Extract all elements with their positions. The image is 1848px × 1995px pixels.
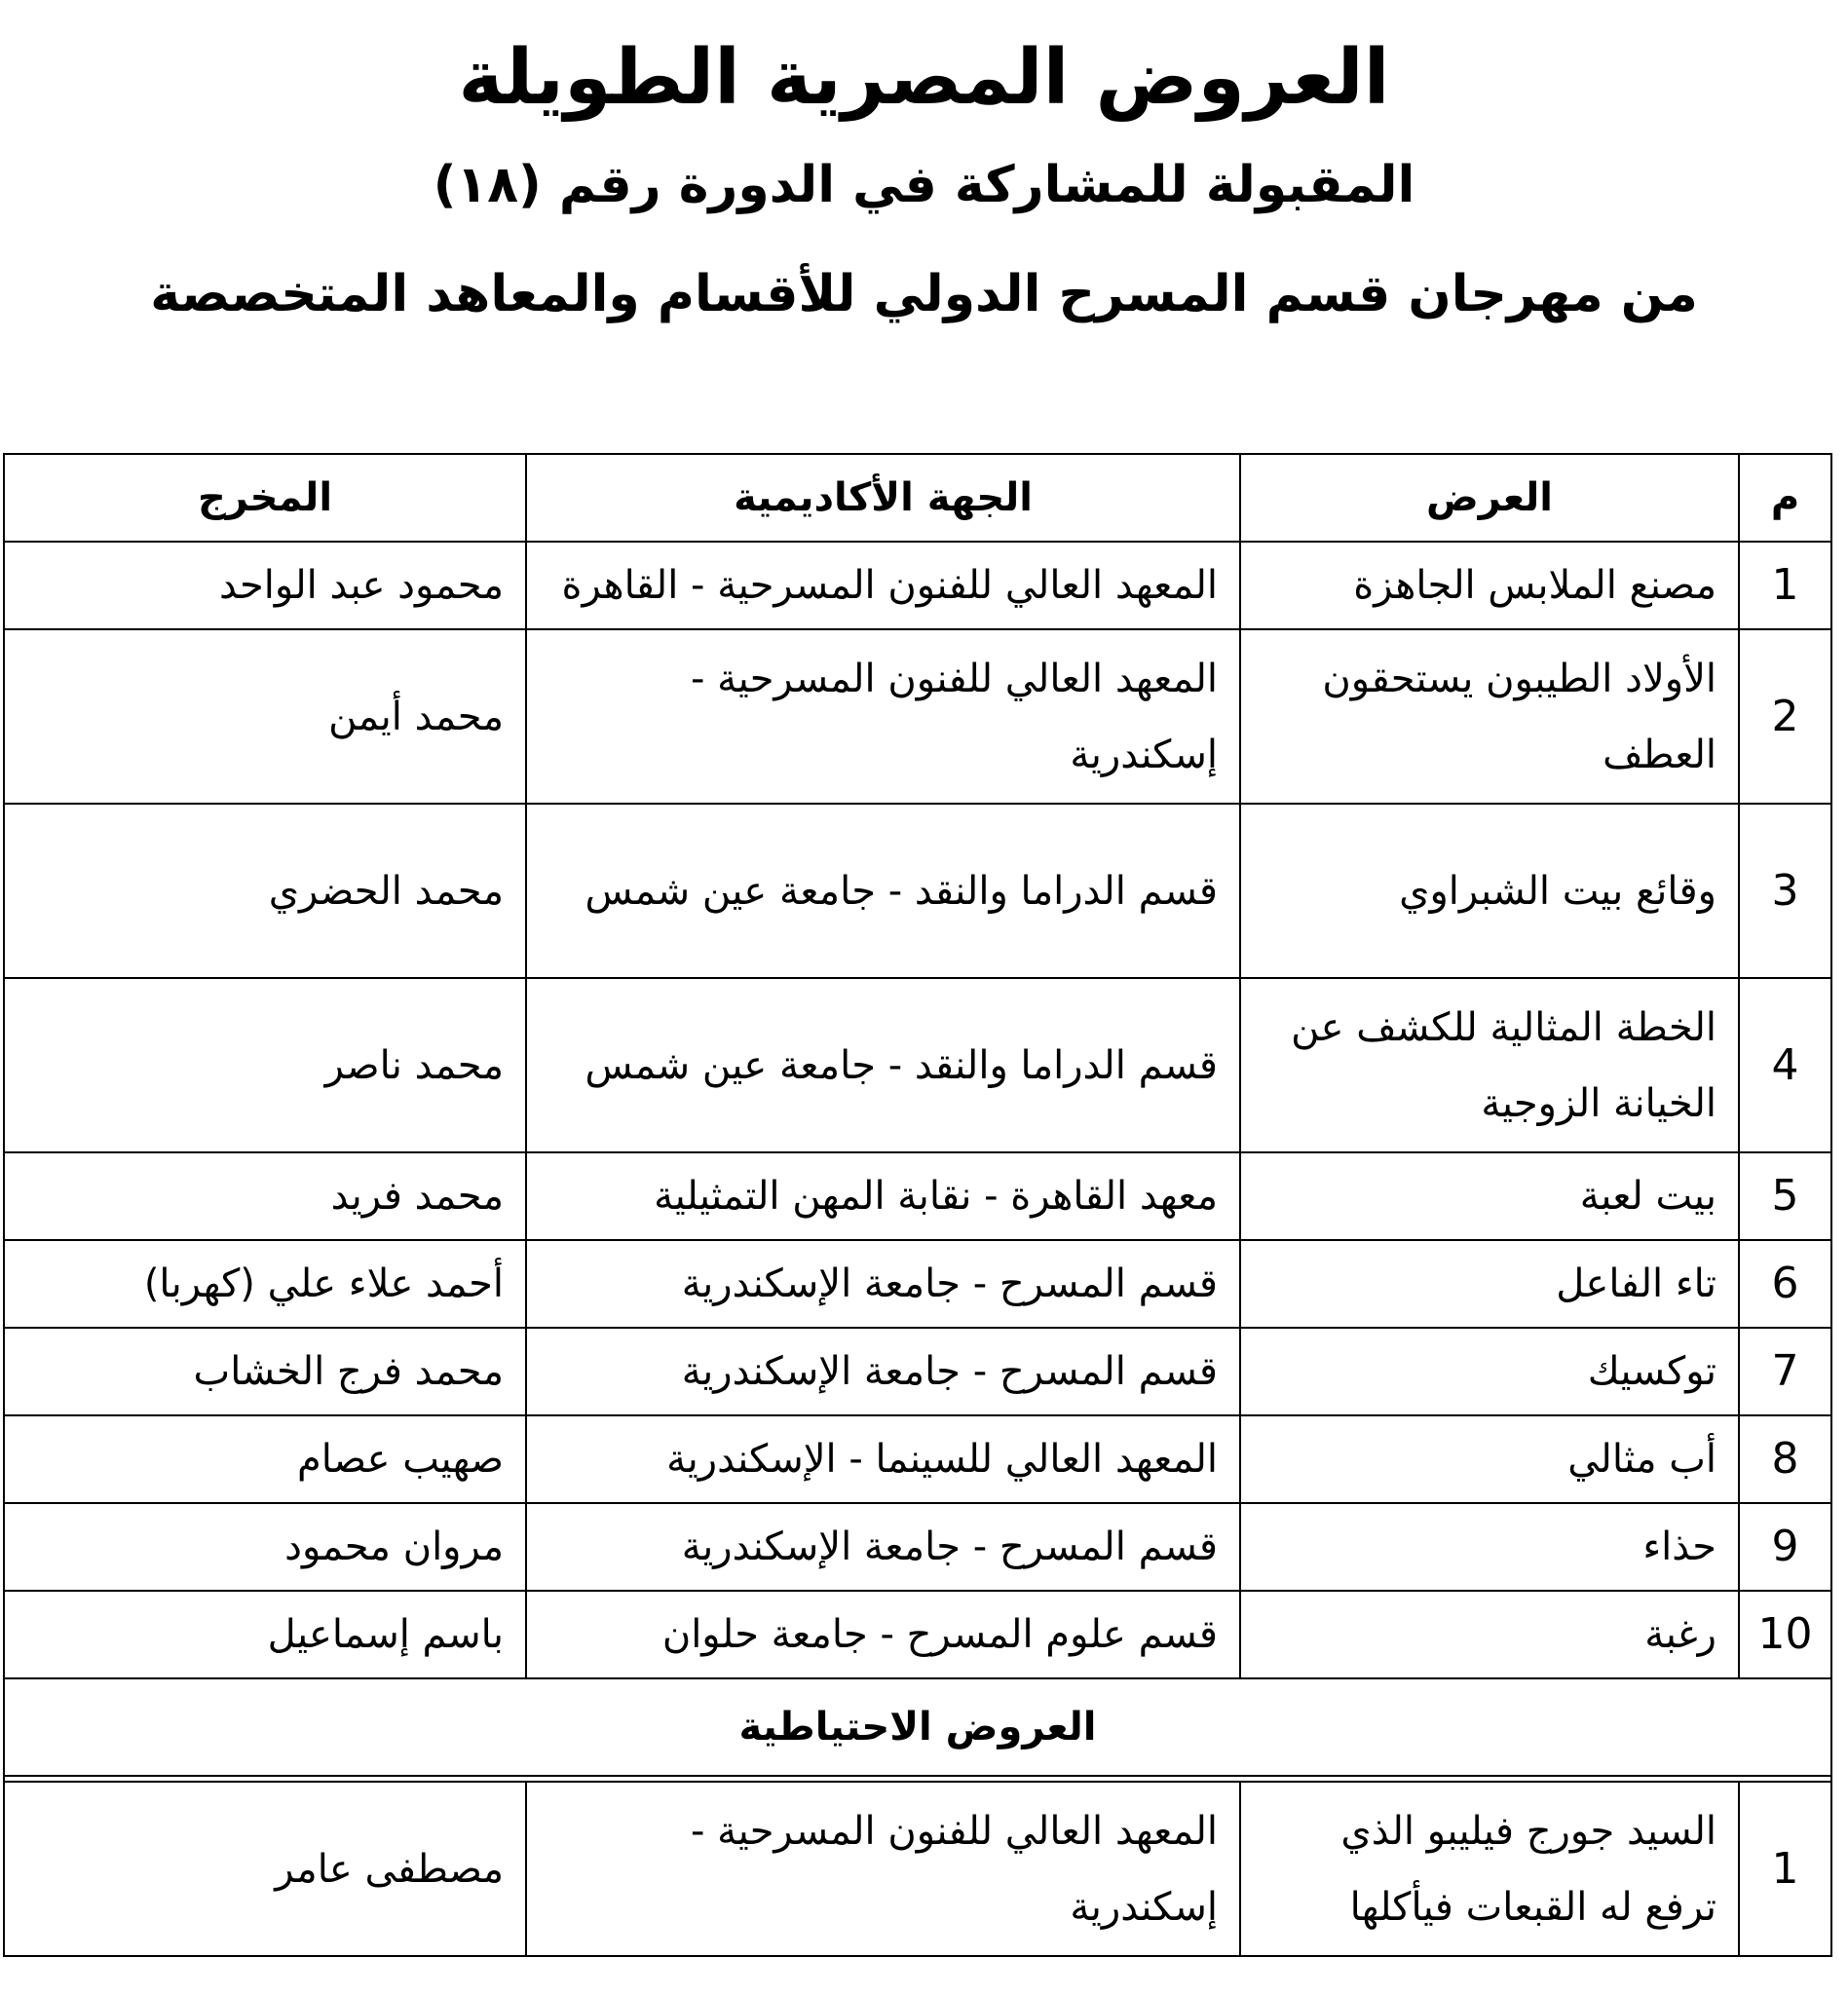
row-num: 7 — [1739, 1328, 1831, 1415]
row-institution: المعهد العالي للسينما - الإسكندرية — [526, 1415, 1240, 1503]
row-institution: قسم الدراما والنقد - جامعة عين شمس — [526, 804, 1240, 978]
table-row — [4, 1415, 1831, 1503]
table-row — [4, 1328, 1831, 1415]
row-num: 3 — [1739, 804, 1831, 978]
row-num: 8 — [1739, 1415, 1831, 1503]
table-header-row — [4, 454, 1831, 542]
row-show: السيد جورج فيليبو الذي ترفع له القبعات فيأكلها — [1240, 1782, 1739, 1956]
row-director: أحمد علاء علي (كهربا) — [4, 1240, 526, 1328]
row-director: محمد الحضري — [4, 804, 526, 978]
row-director: محمد أيمن — [4, 629, 526, 804]
row-director: محمود عبد الواحد — [4, 542, 526, 629]
header-show: العرض — [1240, 454, 1739, 542]
table-row — [4, 1240, 1831, 1328]
table-row — [4, 978, 1831, 1152]
row-show: الخطة المثالية للكشف عن الخيانة الزوجية — [1240, 978, 1739, 1152]
row-num: 2 — [1739, 629, 1831, 804]
row-director: محمد فريد — [4, 1152, 526, 1240]
row-show: مصنع الملابس الجاهزة — [1240, 542, 1739, 629]
table-row — [4, 804, 1831, 978]
row-director: محمد فرج الخشاب — [4, 1328, 526, 1415]
row-show: حذاء — [1240, 1503, 1739, 1591]
row-director: باسم إسماعيل — [4, 1591, 526, 1678]
row-director: صهيب عصام — [4, 1415, 526, 1503]
row-show: توكسيك — [1240, 1328, 1739, 1415]
table-row — [4, 1503, 1831, 1591]
row-num: 4 — [1739, 978, 1831, 1152]
row-num: 6 — [1739, 1240, 1831, 1328]
page-subtitle-festival: من مهرجان قسم المسرح الدولي للأقسام والمعاهد المتخصصة — [150, 265, 1698, 323]
row-num: 10 — [1739, 1591, 1831, 1678]
row-institution: معهد القاهرة - نقابة المهن التمثيلية — [526, 1152, 1240, 1240]
row-institution: قسم الدراما والنقد - جامعة عين شمس — [526, 978, 1240, 1152]
row-num: 5 — [1739, 1152, 1831, 1240]
row-show: رغبة — [1240, 1591, 1739, 1678]
table-row — [4, 542, 1831, 629]
row-institution: قسم المسرح - جامعة الإسكندرية — [526, 1240, 1240, 1328]
row-show: أب مثالي — [1240, 1415, 1739, 1503]
row-show: وقائع بيت الشبراوي — [1240, 804, 1739, 978]
table-row — [4, 1152, 1831, 1240]
row-num: 1 — [1739, 542, 1831, 629]
row-director: مروان محمود — [4, 1503, 526, 1591]
document-heading — [0, 29, 1848, 349]
header-institution: الجهة الأكاديمية — [526, 454, 1240, 542]
table-row — [4, 1591, 1831, 1678]
table-row — [4, 629, 1831, 804]
row-institution: قسم علوم المسرح - جامعة حلوان — [526, 1591, 1240, 1678]
row-show: الأولاد الطيبون يستحقون العطف — [1240, 629, 1739, 804]
row-show: بيت لعبة — [1240, 1152, 1739, 1240]
row-institution: المعهد العالي للفنون المسرحية - إسكندرية — [526, 629, 1240, 804]
header-num: م — [1739, 454, 1831, 542]
row-institution: المعهد العالي للفنون المسرحية - إسكندرية — [526, 1782, 1240, 1956]
shows-table — [3, 453, 1832, 1957]
row-director: محمد ناصر — [4, 978, 526, 1152]
row-institution: قسم المسرح - جامعة الإسكندرية — [526, 1328, 1240, 1415]
reserve-table-row — [4, 1782, 1831, 1956]
row-num: 1 — [1739, 1782, 1831, 1956]
row-director: مصطفى عامر — [4, 1782, 526, 1956]
row-institution: قسم المسرح - جامعة الإسكندرية — [526, 1503, 1240, 1591]
reserve-section-row — [4, 1678, 1831, 1776]
row-institution: المعهد العالي للفنون المسرحية - القاهرة — [526, 542, 1240, 629]
reserve-section-title: العروض الاحتياطية — [4, 1678, 1831, 1776]
page-title: العروض المصرية الطويلة — [458, 34, 1390, 122]
row-show: تاء الفاعل — [1240, 1240, 1739, 1328]
page-subtitle-edition: المقبولة للمشاركة في الدورة رقم (١٨) — [433, 156, 1415, 214]
header-director: المخرج — [4, 454, 526, 542]
row-num: 9 — [1739, 1503, 1831, 1591]
